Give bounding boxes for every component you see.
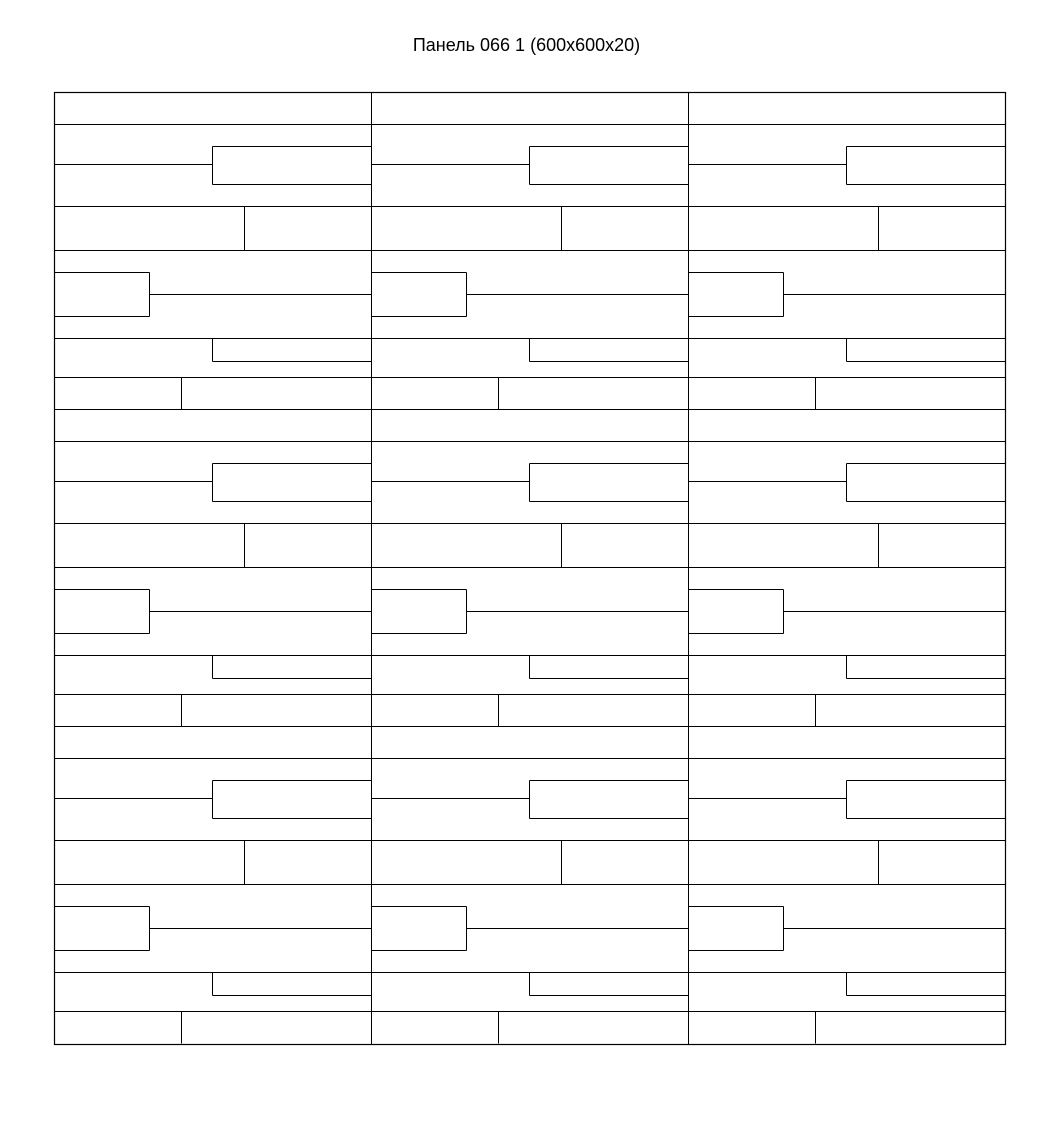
tile-divider-lines <box>55 93 1006 1045</box>
panel-outline <box>55 93 1006 1045</box>
panel-title: Панель 066 1 (600x600x20) <box>412 35 641 55</box>
